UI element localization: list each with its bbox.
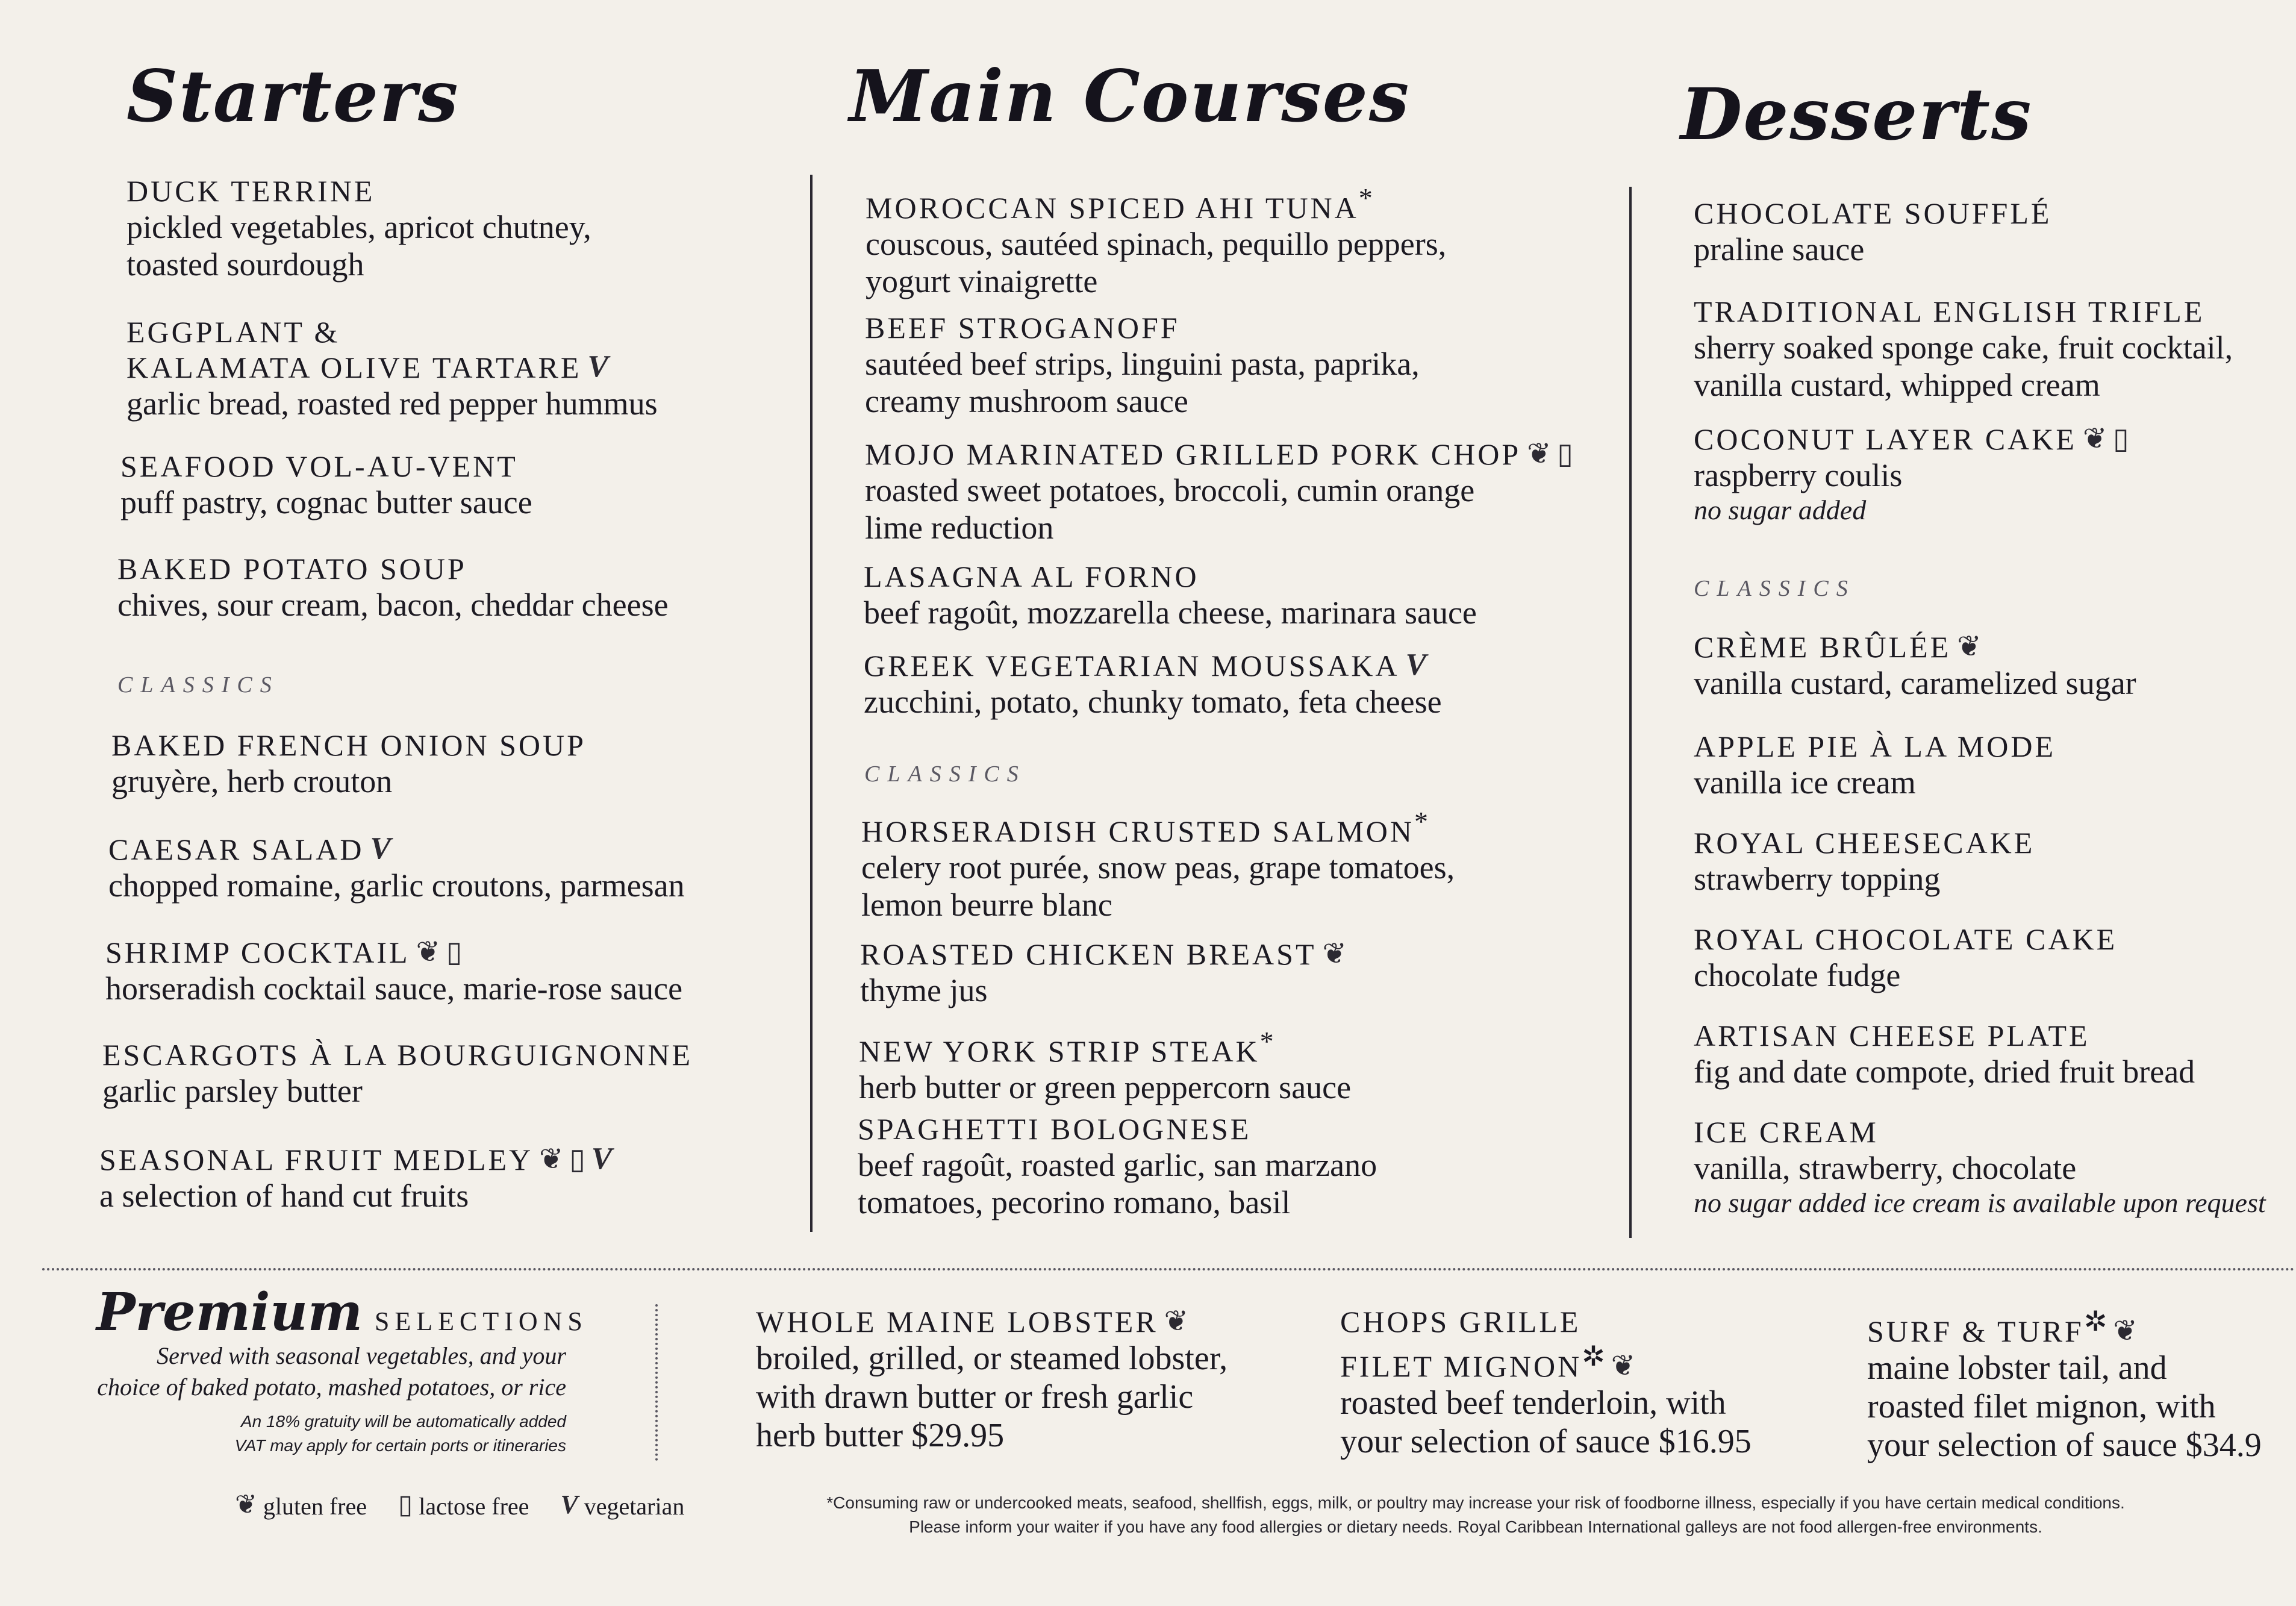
premium-heading-small: SELECTIONS bbox=[374, 1307, 588, 1336]
raw-asterisk: ✲ bbox=[2083, 1306, 2107, 1337]
premium-description-line: Served with seasonal vegetables, and your bbox=[157, 1342, 566, 1369]
mains-classic-menu-item bbox=[861, 804, 1455, 923]
starters-classic-menu-item bbox=[111, 728, 586, 800]
dish-name: NEW YORK STRIP STEAK* bbox=[859, 1026, 1274, 1068]
premium-menu-item bbox=[756, 1304, 1228, 1455]
dish-description: celery root purée, snow peas, grape tomatoes, bbox=[861, 849, 1455, 886]
raw-asterisk: * bbox=[1414, 806, 1428, 837]
dish-name: BAKED FRENCH ONION SOUP bbox=[111, 728, 586, 762]
dish-name: APPLE PIE À LA MODE bbox=[1694, 730, 2056, 763]
lactose-free-icon: ▯ bbox=[398, 1490, 413, 1519]
legend-item bbox=[235, 1490, 367, 1520]
dish-name: ROASTED CHICKEN BREAST ❦ bbox=[860, 937, 1347, 971]
legend-label: lactose free bbox=[419, 1493, 529, 1520]
dish-name: EGGPLANT & bbox=[126, 315, 340, 349]
dish-name: CAESAR SALAD V bbox=[108, 831, 392, 866]
desserts-classic-menu-item bbox=[1694, 922, 2117, 994]
gluten-free-icon: ❦ bbox=[1164, 1305, 1188, 1337]
dish-description: garlic bread, roasted red pepper hummus bbox=[126, 386, 658, 422]
dish-name: SURF & TURF✲ ❦ bbox=[1867, 1306, 2138, 1348]
vegetarian-icon: V bbox=[560, 1490, 578, 1519]
premium-divider bbox=[42, 1268, 2296, 1270]
starters-classic-menu-item bbox=[108, 831, 685, 904]
dish-name: KALAMATA OLIVE TARTARE V bbox=[126, 349, 609, 384]
mains-classic-menu-item bbox=[860, 937, 1347, 1009]
dish-description: pickled vegetables, apricot chutney, bbox=[126, 209, 591, 245]
lactose-free-icon: ▯ bbox=[446, 936, 463, 968]
gluten-free-icon: ❦ bbox=[2113, 1315, 2138, 1347]
dish-description: vanilla custard, caramelized sugar bbox=[1694, 665, 2136, 701]
dish-description: roasted beef tenderloin, with bbox=[1340, 1384, 1726, 1422]
dish-name: CRÈME BRÛLÉE ❦ bbox=[1694, 630, 1982, 664]
mains-menu-item bbox=[866, 181, 1446, 300]
dish-description: praline sauce bbox=[1694, 231, 1865, 267]
dish-description: chives, sour cream, bacon, cheddar cheese bbox=[117, 587, 669, 623]
dish-name: CHOCOLATE SOUFFLÉ bbox=[1694, 196, 2052, 230]
dish-description: chocolate fudge bbox=[1694, 957, 1901, 993]
gluten-free-icon: ❦ bbox=[1957, 631, 1982, 663]
starters-menu-item bbox=[120, 449, 532, 521]
classics-label: CLASSICS bbox=[864, 761, 1026, 787]
dish-description: lemon beurre blanc bbox=[861, 887, 1112, 923]
dish-description: fig and date compote, dried fruit bread bbox=[1694, 1054, 2195, 1090]
dish-name: SEAFOOD VOL-AU-VENT bbox=[120, 449, 518, 483]
dish-description: roasted sweet potatoes, broccoli, cumin orange bbox=[865, 472, 1475, 508]
premium-vertical-divider bbox=[655, 1304, 658, 1461]
dish-name: ROYAL CHOCOLATE CAKE bbox=[1694, 922, 2118, 956]
dish-name: FILET MIGNON✲ ❦ bbox=[1340, 1341, 1635, 1383]
footnote-line: Please inform your waiter if you have any food allergies or dietary needs. Royal Caribbean International galleys are not food allergen-free environments. bbox=[909, 1517, 2042, 1536]
dish-description: roasted filet mignon, with bbox=[1867, 1388, 2216, 1425]
dish-name: ARTISAN CHEESE PLATE bbox=[1694, 1019, 2090, 1052]
dish-name: ESCARGOTS À LA BOURGUIGNONNE bbox=[102, 1038, 693, 1072]
dish-description: beef ragoût, roasted garlic, san marzano bbox=[858, 1147, 1377, 1183]
dish-description: zucchini, potato, chunky tomato, feta cheese bbox=[864, 684, 1442, 720]
starters-menu-item bbox=[126, 314, 658, 422]
vegetarian-icon: V bbox=[591, 1142, 613, 1176]
lactose-free-icon: ▯ bbox=[569, 1143, 585, 1175]
desserts-classic-menu-item bbox=[1694, 1114, 2266, 1219]
classics-label: CLASSICS bbox=[1694, 576, 1856, 601]
premium-description-line: choice of baked potato, mashed potatoes, or rice bbox=[97, 1373, 566, 1401]
dish-description: vanilla custard, whipped cream bbox=[1694, 367, 2100, 403]
gluten-free-icon: ❦ bbox=[1527, 438, 1552, 470]
dish-name: COCONUT LAYER CAKE ❦ ▯ bbox=[1694, 422, 2129, 456]
gluten-free-icon: ❦ bbox=[235, 1490, 257, 1519]
allergen-footnote bbox=[729, 1491, 2223, 1539]
main-courses-heading: Main Courses bbox=[849, 54, 1411, 138]
dish-description: maine lobster tail, and bbox=[1867, 1349, 2167, 1387]
mains-classic-menu-item bbox=[858, 1111, 1377, 1221]
dietary-legend bbox=[235, 1489, 716, 1520]
premium-menu-item bbox=[1340, 1304, 1752, 1461]
dish-description: tomatoes, pecorino romano, basil bbox=[858, 1184, 1291, 1220]
raw-asterisk: ✲ bbox=[1582, 1341, 1605, 1372]
lactose-free-icon: ▯ bbox=[1557, 438, 1573, 470]
premium-heading-script: Premium bbox=[96, 1282, 363, 1343]
dish-description: yogurt vinaigrette bbox=[866, 263, 1098, 299]
desserts-classic-menu-item bbox=[1694, 825, 2035, 898]
dish-description: strawberry topping bbox=[1694, 861, 1941, 897]
desserts-classic-menu-item bbox=[1694, 1018, 2195, 1090]
dish-description: gruyère, herb crouton bbox=[111, 763, 393, 799]
dish-description: couscous, sautéed spinach, pequillo peppers, bbox=[866, 226, 1447, 262]
dish-name: ROYAL CHEESECAKE bbox=[1694, 826, 2035, 860]
dish-name: ICE CREAM bbox=[1694, 1115, 1879, 1149]
column-divider-left bbox=[810, 175, 813, 1232]
dish-name: BAKED POTATO SOUP bbox=[117, 552, 467, 586]
dish-name: WHOLE MAINE LOBSTER ❦ bbox=[756, 1305, 1188, 1339]
dish-name: GREEK VEGETARIAN MOUSSAKA V bbox=[864, 648, 1427, 683]
vegetarian-icon: V bbox=[1405, 648, 1427, 682]
dish-description: sautéed beef strips, linguini pasta, paprika, bbox=[865, 346, 1420, 382]
legend-item bbox=[560, 1490, 685, 1520]
dish-description: lime reduction bbox=[865, 510, 1054, 546]
dish-name: MOJO MARINATED GRILLED PORK CHOP ❦ ▯ bbox=[865, 437, 1573, 471]
dish-description: vanilla ice cream bbox=[1694, 764, 1916, 801]
dish-description: horseradish cocktail sauce, marie-rose sauce bbox=[105, 970, 683, 1007]
starters-menu-item bbox=[117, 551, 669, 623]
starters-classic-menu-item bbox=[99, 1142, 612, 1214]
mains-menu-item bbox=[865, 310, 1420, 420]
mains-classic-menu-item bbox=[859, 1024, 1351, 1106]
starters-heading: Starters bbox=[126, 54, 460, 138]
raw-asterisk: * bbox=[1358, 183, 1373, 213]
desserts-menu-item bbox=[1694, 294, 2233, 404]
lactose-free-icon: ▯ bbox=[2113, 423, 2129, 455]
desserts-heading: Desserts bbox=[1680, 72, 2033, 156]
dish-description: beef ragoût, mozzarella cheese, marinara sauce bbox=[864, 595, 1477, 631]
dish-name: MOROCCAN SPICED AHI TUNA* bbox=[866, 183, 1373, 225]
footnote-line: *Consuming raw or undercooked meats, seafood, shellfish, eggs, milk, or poultry may increase your risk of foodborne illness, especially if you have certain medical conditions. bbox=[826, 1493, 2125, 1512]
dish-description: puff pastry, cognac butter sauce bbox=[120, 484, 532, 520]
vegetarian-icon: V bbox=[370, 831, 392, 866]
dish-note: no sugar added bbox=[1694, 495, 1867, 525]
legend-item bbox=[398, 1490, 529, 1520]
dish-description: sherry soaked sponge cake, fruit cocktail, bbox=[1694, 330, 2233, 366]
premium-fine-print bbox=[96, 1410, 566, 1458]
dish-description: herb butter $29.95 bbox=[756, 1417, 1005, 1454]
legend-label: vegetarian bbox=[584, 1493, 685, 1520]
dish-description: your selection of sauce $16.95 bbox=[1340, 1423, 1752, 1460]
gluten-free-icon: ❦ bbox=[2082, 423, 2107, 455]
dish-description: vanilla, strawberry, chocolate bbox=[1694, 1150, 2077, 1186]
dish-description: herb butter or green peppercorn sauce bbox=[859, 1069, 1352, 1105]
dish-name: TRADITIONAL ENGLISH TRIFLE bbox=[1694, 295, 2205, 328]
premium-description bbox=[96, 1340, 566, 1403]
starters-classic-menu-item bbox=[102, 1037, 693, 1110]
vegetarian-icon: V bbox=[587, 349, 609, 384]
dish-description: creamy mushroom sauce bbox=[865, 383, 1188, 419]
raw-asterisk: * bbox=[1259, 1026, 1274, 1057]
desserts-menu-item bbox=[1694, 196, 2051, 268]
dish-name: CHOPS GRILLE bbox=[1340, 1305, 1581, 1339]
starters-classic-menu-item bbox=[105, 935, 682, 1007]
dish-description: with drawn butter or fresh garlic bbox=[756, 1378, 1194, 1416]
dish-name: SEASONAL FRUIT MEDLEY ❦ ▯ V bbox=[99, 1142, 613, 1176]
mains-menu-item bbox=[865, 437, 1573, 546]
starters-menu-item bbox=[126, 173, 591, 283]
dish-note: no sugar added ice cream is available upon request bbox=[1694, 1187, 2266, 1218]
desserts-menu-item bbox=[1694, 422, 2129, 526]
gluten-free-icon: ❦ bbox=[1322, 938, 1347, 970]
dish-description: thyme jus bbox=[860, 972, 988, 1008]
dish-name: LASAGNA AL FORNO bbox=[864, 560, 1199, 593]
dish-name: DUCK TERRINE bbox=[126, 174, 375, 208]
classics-label: CLASSICS bbox=[117, 672, 279, 698]
gluten-free-icon: ❦ bbox=[539, 1143, 564, 1175]
gratuity-note: An 18% gratuity will be automatically added bbox=[240, 1412, 566, 1431]
premium-menu-item bbox=[1867, 1304, 2262, 1464]
gluten-free-icon: ❦ bbox=[416, 936, 440, 968]
dish-description: chopped romaine, garlic croutons, parmesan bbox=[108, 867, 685, 904]
dish-description: a selection of hand cut fruits bbox=[99, 1178, 469, 1214]
dish-description: broiled, grilled, or steamed lobster, bbox=[756, 1340, 1228, 1377]
dish-name: BEEF STROGANOFF bbox=[865, 311, 1180, 345]
dish-name: HORSERADISH CRUSTED SALMON* bbox=[861, 806, 1428, 848]
mains-menu-item bbox=[864, 559, 1477, 631]
legend-label: gluten free bbox=[263, 1493, 367, 1520]
desserts-classic-menu-item bbox=[1694, 630, 2136, 702]
dish-name: SPAGHETTI BOLOGNESE bbox=[858, 1112, 1252, 1146]
column-divider-right bbox=[1629, 187, 1632, 1238]
dish-name: SHRIMP COCKTAIL ❦ ▯ bbox=[105, 936, 463, 969]
dish-description: raspberry coulis bbox=[1694, 457, 1903, 493]
dish-description: your selection of sauce $34.9 bbox=[1867, 1426, 2262, 1464]
premium-heading bbox=[96, 1282, 588, 1343]
dish-description: garlic parsley butter bbox=[102, 1073, 363, 1109]
vat-note: VAT may apply for certain ports or itineraries bbox=[234, 1436, 566, 1455]
desserts-classic-menu-item bbox=[1694, 729, 2056, 801]
gluten-free-icon: ❦ bbox=[1611, 1350, 1635, 1382]
dish-description: toasted sourdough bbox=[126, 246, 364, 283]
mains-menu-item bbox=[864, 648, 1442, 720]
